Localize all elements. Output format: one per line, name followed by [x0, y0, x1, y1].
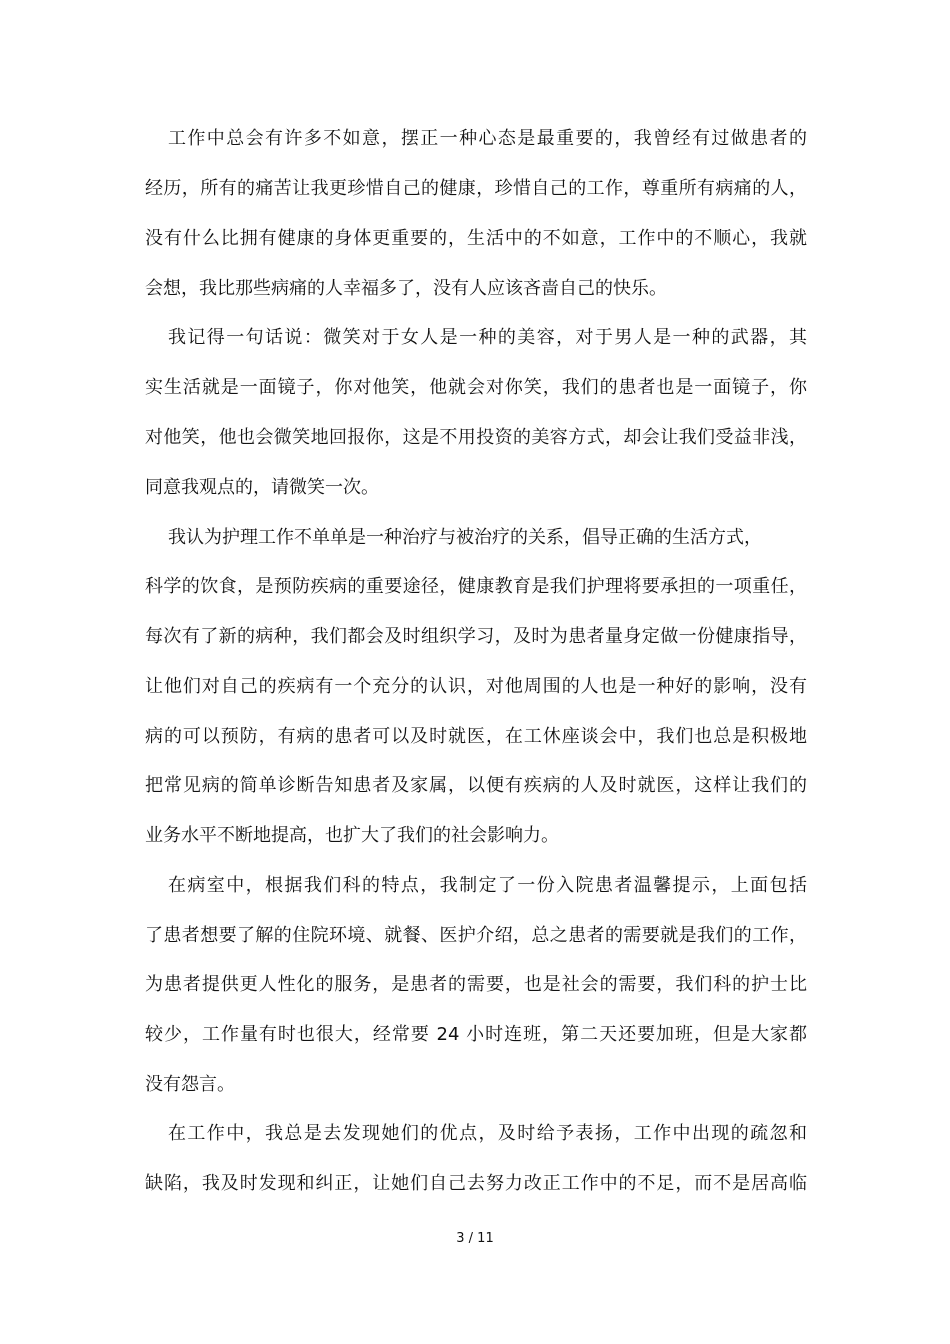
paragraph-5-line-2: 缺陷，我及时发现和纠正，让她们自己去努力改正工作中的不足，而不是居高临	[145, 1173, 807, 1194]
paragraph-4-line-3: 为患者提供更人性化的服务，是患者的需要，也是社会的需要，我们科的护士比	[145, 974, 807, 995]
paragraph-4-line-5: 没有怨言。	[145, 1074, 235, 1095]
paragraph-2-line-1: 我记得一句话说：微笑对于女人是一种的美容，对于男人是一种的武器，其	[168, 327, 807, 348]
page-number: 3 / 11	[456, 1231, 494, 1246]
paragraph-2-line-3: 对他笑，他也会微笑地回报你，这是不用投资的美容方式，却会让我们受益非浅，	[145, 427, 807, 448]
paragraph-4-line-4: 较少，工作量有时也很大，经常要 24 小时连班，第二天还要加班，但是大家都	[145, 1024, 807, 1045]
paragraph-1-line-1: 工作中总会有许多不如意，摆正一种心态是最重要的，我曾经有过做患者的	[168, 128, 807, 149]
paragraph-5-line-1: 在工作中，我总是去发现她们的优点，及时给予表扬，工作中出现的疏忽和	[168, 1123, 807, 1144]
paragraph-3-line-2: 科学的饮食，是预防疾病的重要途径，健康教育是我们护理将要承担的一项重任，	[145, 576, 807, 597]
paragraph-3-line-1: 我认为护理工作不单单是一种治疗与被治疗的关系，倡导正确的生活方式，	[168, 527, 762, 548]
paragraph-4-line-2: 了患者想要了解的住院环境、就餐、医护介绍，总之患者的需要就是我们的工作，	[145, 925, 807, 946]
paragraph-2-line-4: 同意我观点的，请微笑一次。	[145, 477, 379, 498]
paragraph-2-line-2: 实生活就是一面镜子，你对他笑，他就会对你笑，我们的患者也是一面镜子，你	[145, 377, 807, 398]
paragraph-3-line-5: 病的可以预防，有病的患者可以及时就医，在工休座谈会中，我们也总是积极地	[145, 726, 807, 747]
paragraph-3-line-6: 把常见病的简单诊断告知患者及家属，以便有疾病的人及时就医，这样让我们的	[145, 775, 807, 796]
paragraph-3-line-7: 业务水平不断地提高，也扩大了我们的社会影响力。	[145, 825, 559, 846]
paragraph-1-line-3: 没有什么比拥有健康的身体更重要的，生活中的不如意，工作中的不顺心，我就	[145, 228, 807, 249]
paragraph-3-line-3: 每次有了新的病种，我们都会及时组织学习，及时为患者量身定做一份健康指导，	[145, 626, 807, 647]
paragraph-4-line-1: 在病室中，根据我们科的特点，我制定了一份入院患者温馨提示，上面包括	[168, 875, 807, 896]
paragraph-1-line-2: 经历，所有的痛苦让我更珍惜自己的健康，珍惜自己的工作，尊重所有病痛的人，	[145, 178, 807, 199]
paragraph-3-line-4: 让他们对自己的疾病有一个充分的认识，对他周围的人也是一种好的影响，没有	[145, 676, 807, 697]
paragraph-1-line-4: 会想，我比那些病痛的人幸福多了，没有人应该吝啬自己的快乐。	[145, 278, 667, 299]
